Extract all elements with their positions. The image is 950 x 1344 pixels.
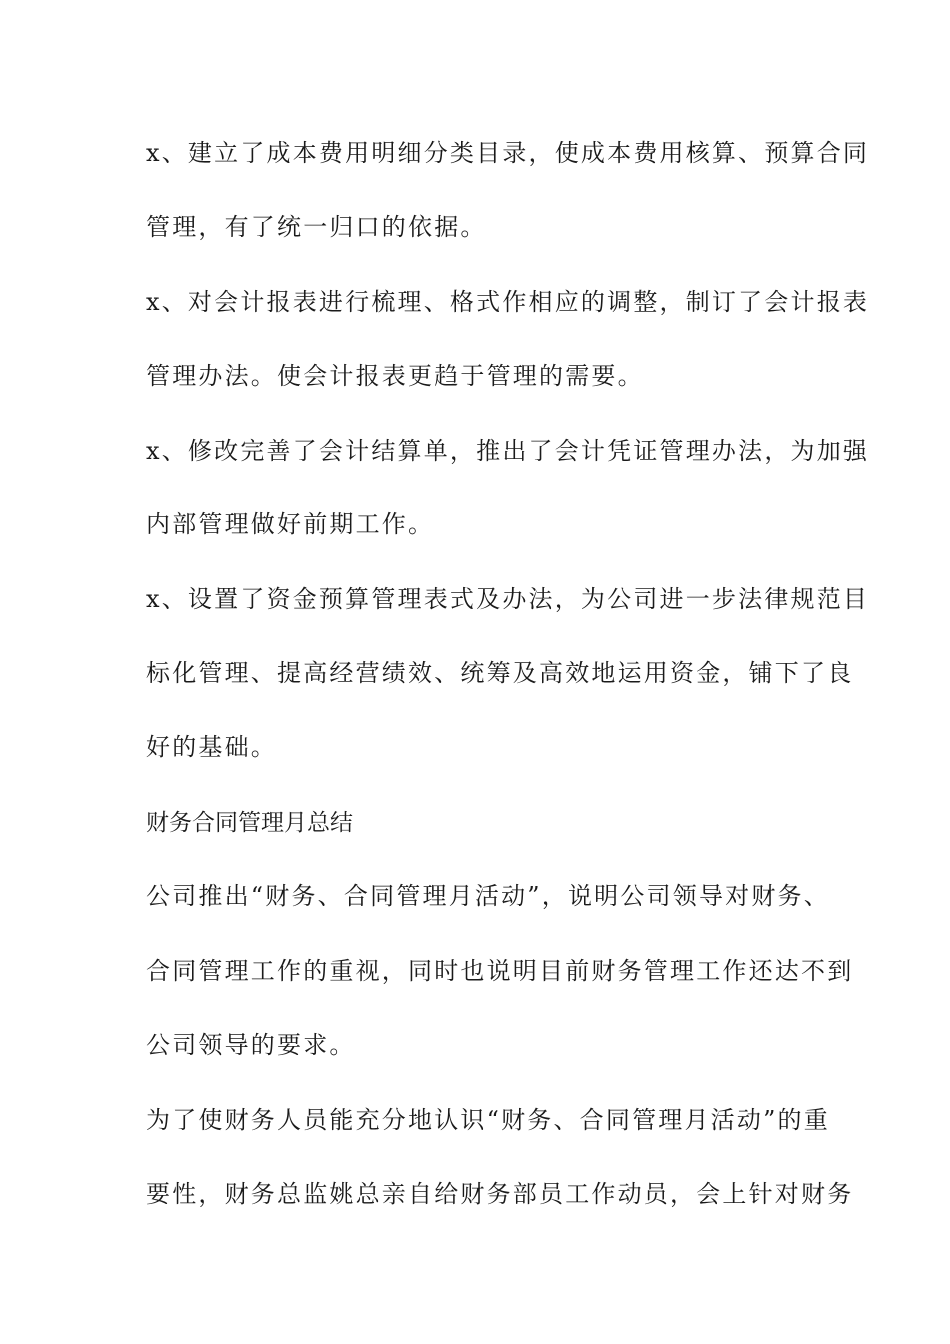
text-line: x、设置了资金预算管理表式及办法，为公司进一步法律规范目 bbox=[146, 585, 870, 613]
text-line: x、修改完善了会计结算单，推出了会计凭证管理办法，为加强 bbox=[146, 437, 870, 465]
text-line: x、建立了成本费用明细分类目录，使成本费用核算、预算合同 bbox=[146, 139, 870, 167]
text-line: 要性，财务总监姚总亲自给财务部员工作动员，会上针对财务 bbox=[146, 1180, 854, 1208]
text-line: 标化管理、提高经营绩效、统筹及高效地运用资金，铺下了良 bbox=[146, 659, 854, 687]
text-line: 管理，有了统一归口的依据。 bbox=[146, 213, 487, 241]
text-line: 好的基础。 bbox=[146, 733, 277, 761]
text-line: x、对会计报表进行梳理、格式作相应的调整，制订了会计报表 bbox=[146, 288, 870, 316]
text-line: 为了使财务人员能充分地认识“财务、合同管理月活动”的重 bbox=[146, 1106, 830, 1134]
section-heading: 财务合同管理月总结 bbox=[146, 810, 353, 836]
text-line: 公司领导的要求。 bbox=[146, 1031, 356, 1059]
text-line: 管理办法。使会计报表更趋于管理的需要。 bbox=[146, 362, 644, 390]
text-line: 内部管理做好前期工作。 bbox=[146, 510, 435, 538]
text-line: 合同管理工作的重视，同时也说明目前财务管理工作还达不到 bbox=[146, 957, 854, 985]
text-line: 公司推出“财务、合同管理月活动”，说明公司领导对财务、 bbox=[146, 882, 830, 910]
